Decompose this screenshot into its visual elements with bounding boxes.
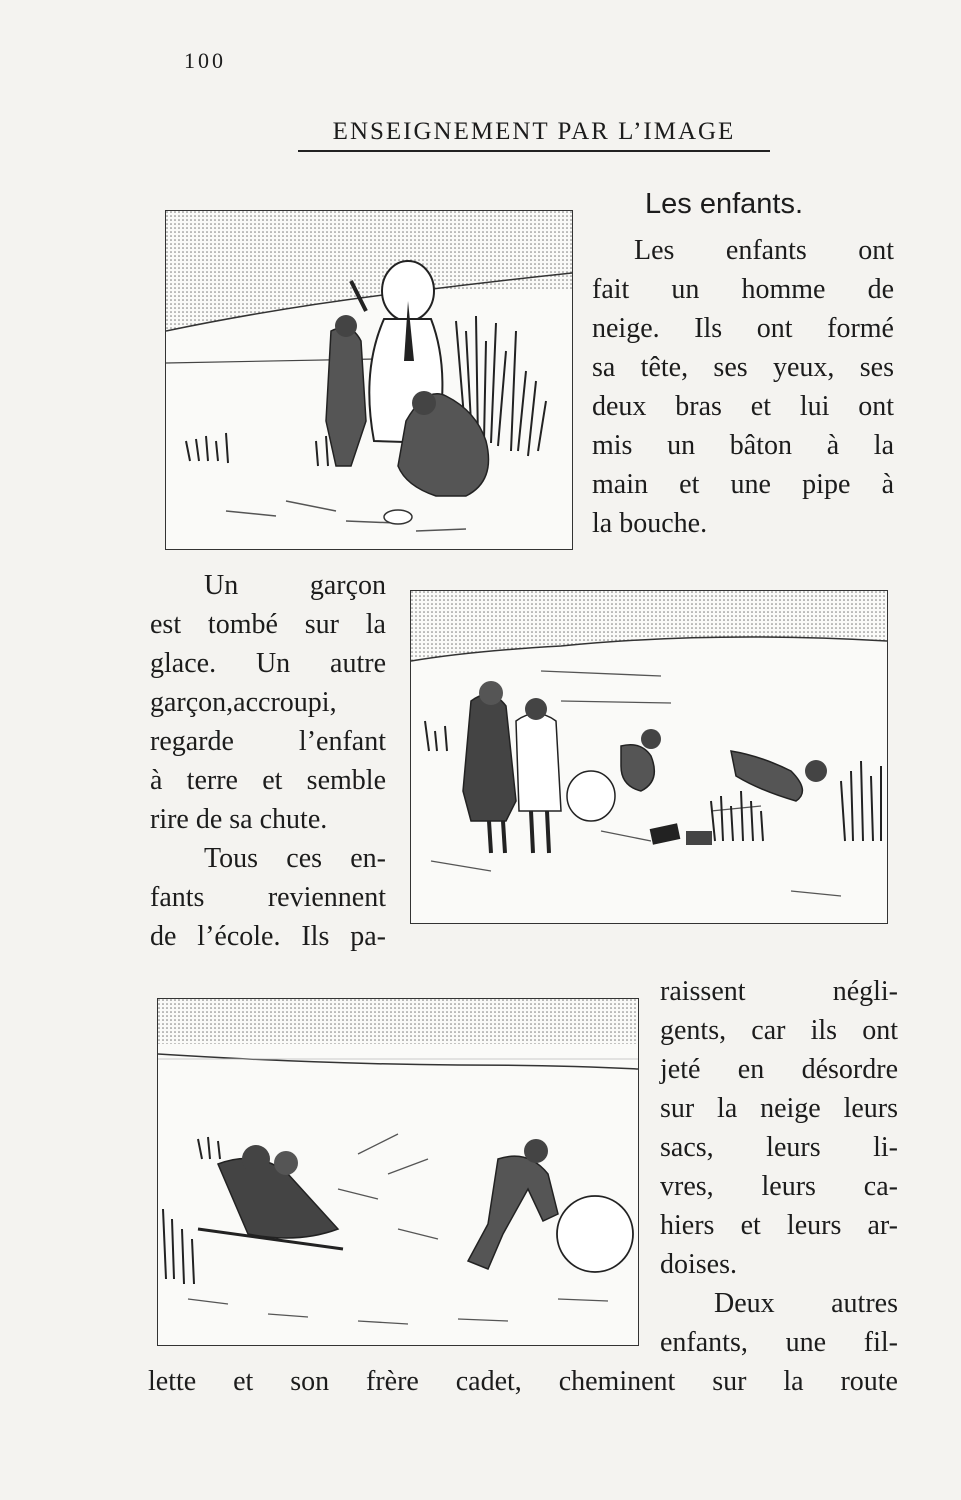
paragraph-final-line bbox=[148, 1362, 898, 1401]
snowman-illustration bbox=[165, 210, 573, 550]
text-line: Tous ces en- bbox=[204, 843, 386, 874]
text-line: main et une pipe à bbox=[592, 469, 894, 500]
text-line: fants reviennent bbox=[150, 882, 386, 913]
section-title: Les enfants. bbox=[645, 188, 803, 220]
text-line: la bouche. bbox=[592, 508, 708, 539]
text-line: de l’école. Ils pa- bbox=[150, 921, 386, 952]
text-line: sacs, leurs li- bbox=[660, 1132, 898, 1163]
text-line: sur la neige leurs bbox=[660, 1093, 898, 1124]
paragraph-school bbox=[660, 972, 898, 1362]
text-line: sa tête, ses yeux, ses bbox=[592, 352, 894, 383]
text-line: vres, leurs ca- bbox=[660, 1171, 898, 1202]
paragraph-ice-fall bbox=[150, 566, 386, 956]
text-line: regarde l’enfant bbox=[150, 726, 386, 757]
ice-fall-drawing bbox=[411, 591, 887, 923]
text-line: Deux autres bbox=[714, 1288, 898, 1319]
text-line: raissent négli- bbox=[660, 976, 898, 1007]
text-line: gents, car ils ont bbox=[660, 1015, 898, 1046]
sled-snowball-drawing bbox=[158, 999, 638, 1345]
sled-snowball-illustration bbox=[157, 998, 639, 1346]
paragraph-snowman bbox=[592, 231, 894, 543]
running-head: ENSEIGNEMENT PAR L’IMAGE bbox=[298, 118, 770, 152]
text-line: neige. Ils ont formé bbox=[592, 313, 894, 344]
text-line: hiers et leurs ar- bbox=[660, 1210, 898, 1241]
text-line: deux bras et lui ont bbox=[592, 391, 894, 422]
text-line: est tombé sur la bbox=[150, 609, 386, 640]
text-line: Les enfants ont bbox=[634, 235, 894, 266]
text-line: garçon,accroupi, bbox=[150, 687, 337, 718]
snowman-drawing bbox=[166, 211, 572, 549]
ice-fall-illustration bbox=[410, 590, 888, 924]
text-line: rire de sa chute. bbox=[150, 804, 328, 835]
text-line: à terre et semble bbox=[150, 765, 386, 796]
text-line: Un garçon bbox=[204, 570, 386, 601]
text-line: jeté en désordre bbox=[660, 1054, 898, 1085]
page-number: 100 bbox=[184, 48, 226, 73]
text-line: doises. bbox=[660, 1249, 737, 1280]
text-line: mis un bâton à la bbox=[592, 430, 894, 461]
text-line: lette et son frère cadet, cheminent sur la route bbox=[148, 1366, 898, 1397]
text-line: fait un homme de bbox=[592, 274, 894, 305]
text-line: glace. Un autre bbox=[150, 648, 386, 679]
text-line: enfants, une fil- bbox=[660, 1327, 898, 1358]
